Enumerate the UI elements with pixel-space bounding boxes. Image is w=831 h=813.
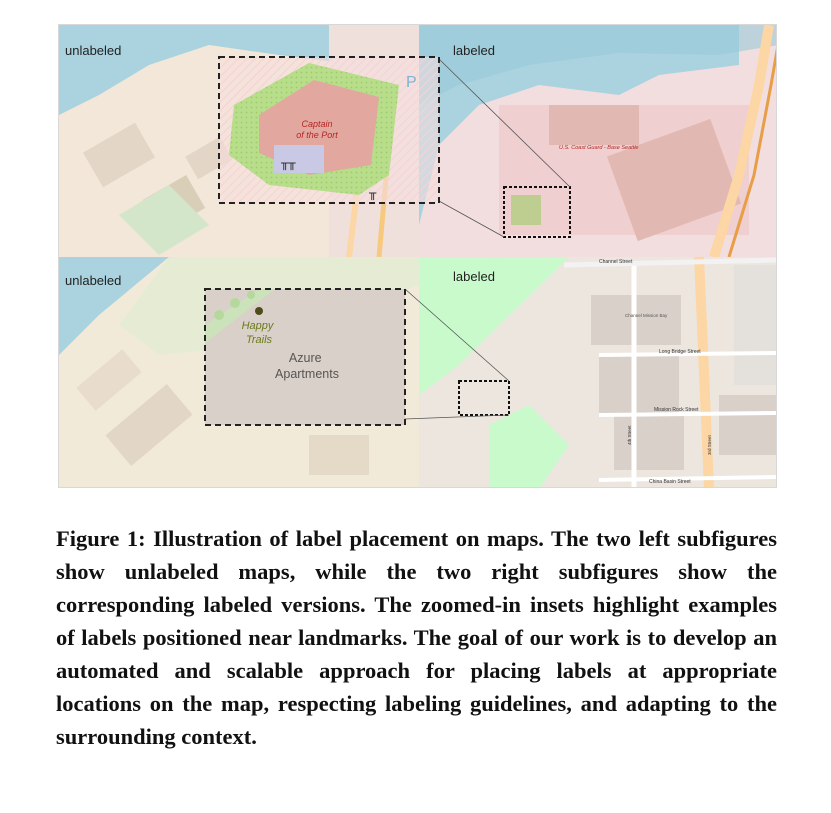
channel-mission-bay-label: Channel Mission Bay <box>625 313 668 318</box>
bottom-left-tag: unlabeled <box>65 273 122 288</box>
mission-rock-street-road <box>599 413 777 415</box>
parking-area <box>734 265 777 385</box>
top-right-map <box>419 25 777 257</box>
happy-trails-poi-icon <box>255 307 263 315</box>
happy-trails-label: Happy Trails <box>241 320 274 346</box>
building <box>309 435 369 475</box>
picnic-table-icon: ╥ <box>369 186 377 200</box>
coast-guard-label: U.S. Coast Guard - Base Seattle <box>559 145 639 151</box>
picnic-table-icon: ╥╥ <box>281 156 296 170</box>
top-left-tag: unlabeled <box>65 43 122 58</box>
top-right-tag: labeled <box>453 43 495 58</box>
channel-street-label: Channel Street <box>599 259 633 265</box>
azure-apartments-label: Azure Apartments <box>275 351 339 381</box>
building <box>719 395 777 455</box>
mission-rock-street-label: Mission Rock Street <box>654 407 699 413</box>
building <box>599 355 679 415</box>
top-zoom-inset <box>219 57 439 203</box>
building <box>614 415 684 470</box>
figure-caption: Figure 1: Illustration of label placement on maps. The two left subfigures show unlabeled maps, while the two right subfigures show the corresponding labeled versions. The zoomed-in insets highlight examples of labels positioned near landmarks. The goal of our work is to develop an automated and scalable approach for placing labels at appropriate locations on the map, respecting labeling guidelines, and adapting to the surrounding context. <box>56 526 777 749</box>
parking-icon: P <box>406 74 417 91</box>
third-street-label: 3rd Street <box>707 435 712 455</box>
captain-of-port-thumbnail <box>511 195 541 225</box>
map-figure <box>58 24 777 488</box>
captain-of-port-label: Captain of the Port <box>296 119 338 140</box>
map-figure-svg <box>59 25 777 488</box>
fourth-street-label: 4th Street <box>627 425 632 445</box>
china-basin-street-label: China Basin Street <box>649 479 691 485</box>
bottom-right-tag: labeled <box>453 269 495 284</box>
long-bridge-street-label: Long Bridge Street <box>659 349 701 355</box>
building <box>549 105 639 145</box>
bottom-right-map <box>419 257 777 488</box>
